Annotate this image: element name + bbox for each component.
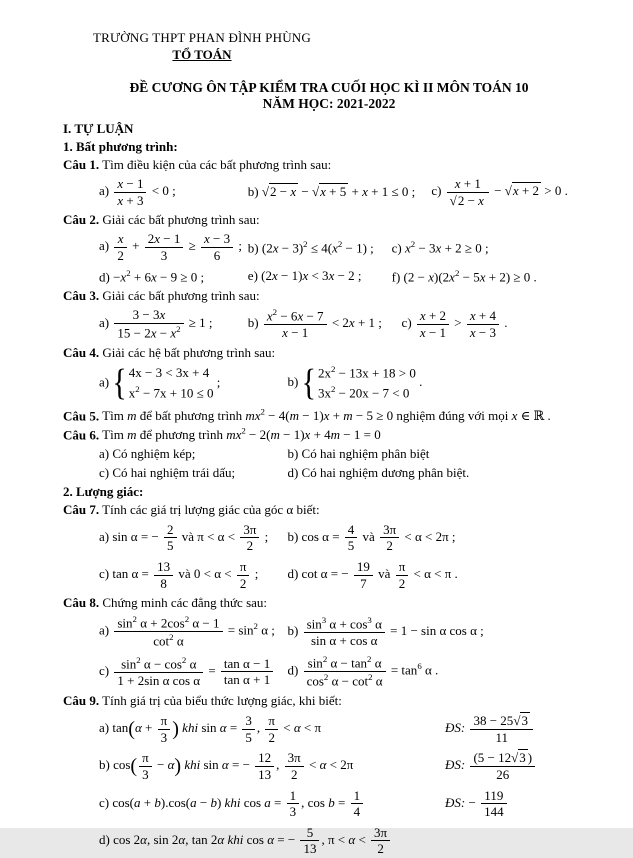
formula-item: b) √2 − x − √x + 5 + x + 1 ≤ 0 ; [247,183,416,199]
question-label: Câu 8. [63,595,100,611]
formula-item: a) $\frac{3 - 3x}{15 - 2x - x^2}$ ≥ 1 ; [99,307,213,341]
formula-row [99,653,595,690]
formula-row [99,712,595,746]
question-label: Câu 2. [63,212,100,228]
question-2 [63,212,595,285]
formula-item: a) tan(α + $\frac{\pi}{3}$ ) khi sin α = $\frac{3}{5}$ , $\frac{\pi}{2}$ < α < π [99,713,322,745]
question-label: Câu 6. [63,427,100,443]
formula-row [99,268,595,286]
question-9 [63,693,595,858]
answer-ds: ĐS: $\frac{38 - 25√3}{11}$ [445,712,595,746]
department-name: TỔ TOÁN [172,47,232,63]
question-label: Câu 4. [63,344,100,360]
answer-ds: ĐS: $\frac{(5 - 12√3 )}{26}$ [445,749,595,783]
formula-row [99,175,595,209]
question-6 [63,426,595,481]
formula-item: $d) -x^2 + 6x - 9 \ge 0$ ; [99,267,205,284]
formula-row [99,558,595,592]
question-4 [63,345,595,404]
formula-item: a) sin α = − $\frac{2}{5}$ và π < α < $\frac{3\pi}{2}$ ; [99,521,269,554]
formula-row [99,363,595,403]
subitem-row [99,465,595,481]
question-label: Câu 5. [63,407,100,423]
question-text: Giải các hệ bất phương trình sau: [102,344,276,360]
formula-item: b) $\frac{\sin^3 \alpha + \cos^3 \alpha}{\text{sin α + cos α}}$ = 1 − sin α cos α ; [287,615,484,648]
question-label: Câu 1. [63,156,100,172]
subitem-row [99,446,595,462]
formula-item: a) $\frac{\sin^2 \alpha + 2\cos^2 \alpha - 1}{\cot^2 \alpha}$ = $\sin^2 \alpha$ ; [99,614,275,649]
formula-row [99,230,595,264]
formula-row [99,306,595,342]
question-label: Câu 9. [63,693,100,709]
formula-item: c) cos(a + b).cos(a − b) khi cos a = $\frac{1}{3}$ , cos b = $\frac{1}{4}$ [99,787,445,821]
formula-item: a) $\frac{x - 1}{x + 3}$ < 0 ; [99,176,176,208]
question-text: Tìm điều kiện của các bất phương trình sau: [102,156,332,172]
formula-row [99,749,595,783]
document-subtitle: NĂM HỌC: 2021-2022 [262,96,396,112]
subitem: a) Có nghiệm kép; [99,445,196,461]
subitem: d) Có hai nghiệm dương phân biệt. [287,464,470,480]
formula-item: f) $(2 - x)(2x^2 - 5x + 2) \ge 0$ . [391,267,537,284]
formula-item: b) { $2x^2 - 13x + 18 > 0$ $3x^2 - 20x - 7 < 0$ . [287,362,423,404]
formula-item: b) $\frac{x^2 - 6x - 7}{x - 1}$ < 2x + 1 ; [247,307,382,341]
question-text: Tính giá trị của biểu thức lượng giác, khi biết: [102,693,342,709]
subitem: b) Có hai nghiệm phân biệt [287,445,430,461]
formula-item: c) $\frac{x + 2}{x - 1}$ > $\frac{x + 4}{x - 3}$ . [401,308,508,340]
formula-item: d) $\frac{\sin^2 \alpha - \tan^2 \alpha}{\cos^2 \alpha - \cot^2 \alpha}$ = $\tan^6 \alpha$ . [287,654,439,689]
subitem: c) Có hai nghiệm trái dấu; [99,464,236,480]
formula-item: c) $\frac{x + 1}{√2 - x}$ − √x + 2 > 0 . [431,176,568,208]
topic-heading-2: 2. Lượng giác: [63,484,144,500]
question-label: Câu 3. [63,288,100,304]
question-text: Giải các bất phương trình sau: [102,212,260,228]
document-header [93,30,311,64]
formula-item: a) { 4x − 3 < 3x + 4 $x^2 - 7x + 10 \le 0$ ; [99,362,221,404]
formula-row [99,787,595,821]
question-text: Tìm m để bất phương trình $mx^2 - 4(m - 1)x + m - 5 \ge 0$ nghiệm đúng với mọi x ∈ ℝ . [102,406,551,423]
document-title-block [63,80,595,114]
question-5 [63,407,595,425]
question-text: Chứng minh các đẳng thức sau: [102,595,268,611]
section-part-1: I. TỰ LUẬN [63,121,134,137]
question-3 [63,288,595,342]
formula-row [99,824,595,858]
formula-item: c) tan α = $\frac{13}{8}$ và 0 < α < $\frac{\pi}{2}$ ; [99,558,259,591]
formula-item: d) cot α = − $\frac{19}{7}$ và $\frac{\pi}{2}$ < α < π . [287,558,458,591]
formula-item: c) $x^2 - 3x + 2 \ge 0$ ; [391,238,489,256]
formula-item: d) cos 2α, sin 2α, tan 2α khi cos α = − $\frac{5}{13}$ , π < α < $\frac{3\pi}{2}$ [99,824,445,858]
topic-heading-1: 1. Bất phương trình: [63,138,178,154]
formula-row [99,521,595,555]
formula-item: b) cos α = $\frac{4}{5}$ và $\frac{3\pi}{2}$ < α < 2π ; [287,521,456,554]
question-text: Giải các bất phương trình sau: [102,288,260,304]
formula-item: e) (2x − 1)x < 3x − 2 ; [247,268,362,284]
question-8 [63,595,595,690]
formula-item: c) $\frac{\sin^2 \alpha - \cos^2 \alpha}{\text{1 + 2sin α cos α}}$ = $\frac{\text{tan α − 1}}{\text{tan α + 1}}$ [99,654,287,690]
answer-ds: ĐS: − $\frac{119}{144}$ [445,787,595,821]
document-title: ĐỀ CƯƠNG ÔN TẬP KIỂM TRA CUỐI HỌC KÌ II MÔN TOÁN 10 [129,79,529,95]
question-1 [63,157,595,209]
formula-item: b) $(2x - 3)^2 \le 4(x^2 - 1)$ ; [247,238,374,256]
school-name: TRƯỜNG THPT PHAN ĐÌNH PHÙNG [93,30,311,45]
question-7 [63,502,595,592]
question-text: Tính các giá trị lượng giác của góc α biết: [102,502,320,518]
formula-item: b) cos( $\frac{\pi}{3}$ − α) khi sin α = − $\frac{12}{13}$ , $\frac{3\pi}{2}$ < α < 2π [99,750,354,783]
formula-row [99,613,595,650]
formula-item: a) $\frac{x}{2}$ + $\frac{2x - 1}{3}$ ≥ $\frac{x - 3}{6}$ ; [99,231,242,264]
question-text: Tìm m để phương trình $mx^2 - 2(m - 1)x + 4m - 1 = 0$ [102,426,381,443]
question-label: Câu 7. [63,502,100,518]
